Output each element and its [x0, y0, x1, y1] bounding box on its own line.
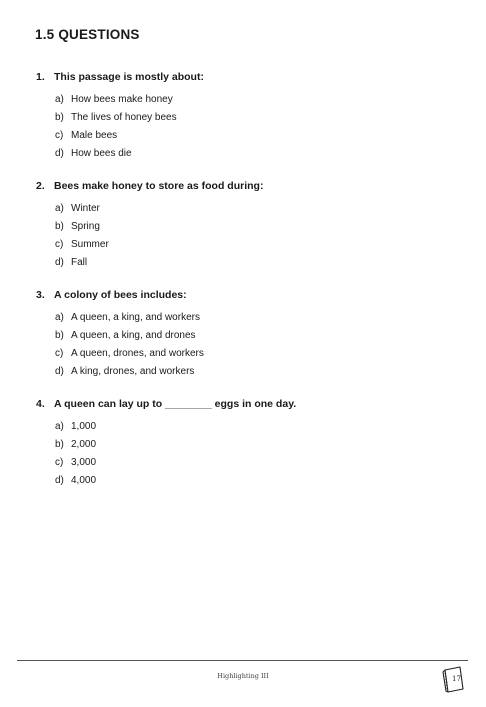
option-text: 1,000: [71, 421, 97, 432]
option-letter: c): [55, 130, 64, 141]
answer-options: [36, 91, 456, 163]
answer-option[interactable]: [55, 236, 456, 254]
answer-options: [36, 200, 456, 272]
option-text: A queen, a king, and drones: [71, 330, 196, 341]
question-2: [36, 179, 456, 272]
option-text: A queen, a king, and workers: [71, 312, 200, 323]
answer-option[interactable]: [55, 327, 456, 345]
option-text: A king, drones, and workers: [71, 366, 195, 377]
option-letter: c): [55, 348, 64, 359]
option-text: Summer: [71, 239, 109, 250]
answer-option[interactable]: [55, 345, 456, 363]
option-text: 3,000: [71, 457, 97, 468]
question-number: 1.: [36, 71, 45, 83]
question-number: 4.: [36, 398, 45, 410]
option-letter: d): [55, 148, 64, 159]
question-text: A queen can lay up to ________ eggs in one day.: [54, 398, 297, 410]
question-stem: [36, 397, 456, 411]
question-text: A colony of bees includes:: [54, 289, 187, 301]
option-letter: d): [55, 257, 64, 268]
option-letter: b): [55, 221, 64, 232]
option-text: How bees make honey: [71, 94, 173, 105]
answer-option[interactable]: [55, 200, 456, 218]
answer-option[interactable]: [55, 418, 456, 436]
answer-option[interactable]: [55, 309, 456, 327]
question-stem: [36, 288, 456, 302]
option-text: Winter: [71, 203, 100, 214]
answer-option[interactable]: [55, 436, 456, 454]
option-letter: a): [55, 312, 64, 323]
answer-option[interactable]: [55, 472, 456, 490]
option-letter: c): [55, 457, 64, 468]
answer-option[interactable]: [55, 254, 456, 272]
option-letter: c): [55, 239, 64, 250]
option-text: 2,000: [71, 439, 97, 450]
page-number-badge: [441, 664, 467, 694]
option-letter: a): [55, 94, 64, 105]
answer-option[interactable]: [55, 363, 456, 381]
option-text: A queen, drones, and workers: [71, 348, 204, 359]
option-text: Male bees: [71, 130, 118, 141]
footer-book-title: Highlighting III: [217, 672, 269, 680]
answer-options: [36, 418, 456, 490]
option-letter: a): [55, 203, 64, 214]
option-text: Spring: [71, 221, 100, 232]
question-4: [36, 397, 456, 490]
question-stem: [36, 70, 456, 84]
footer-divider: [17, 660, 468, 661]
question-3: [36, 288, 456, 381]
question-1: [36, 70, 456, 163]
question-text: This passage is mostly about:: [54, 71, 204, 83]
answer-option[interactable]: [55, 145, 456, 163]
page-number: 17: [452, 675, 461, 683]
question-number: 3.: [36, 289, 45, 301]
option-text: 4,000: [71, 475, 97, 486]
option-text: How bees die: [71, 148, 132, 159]
answer-options: [36, 309, 456, 381]
section-title: 1.5 QUESTIONS: [35, 27, 140, 42]
option-letter: d): [55, 366, 64, 377]
question-stem: [36, 179, 456, 193]
answer-option[interactable]: [55, 127, 456, 145]
option-letter: b): [55, 330, 64, 341]
answer-option[interactable]: [55, 454, 456, 472]
option-text: Fall: [71, 257, 88, 268]
answer-option[interactable]: [55, 91, 456, 109]
answer-option[interactable]: [55, 109, 456, 127]
option-letter: a): [55, 421, 64, 432]
option-text: The lives of honey bees: [71, 112, 177, 123]
question-number: 2.: [36, 180, 45, 192]
option-letter: b): [55, 112, 64, 123]
option-letter: b): [55, 439, 64, 450]
question-text: Bees make honey to store as food during:: [54, 180, 264, 192]
option-letter: d): [55, 475, 64, 486]
answer-option[interactable]: [55, 218, 456, 236]
